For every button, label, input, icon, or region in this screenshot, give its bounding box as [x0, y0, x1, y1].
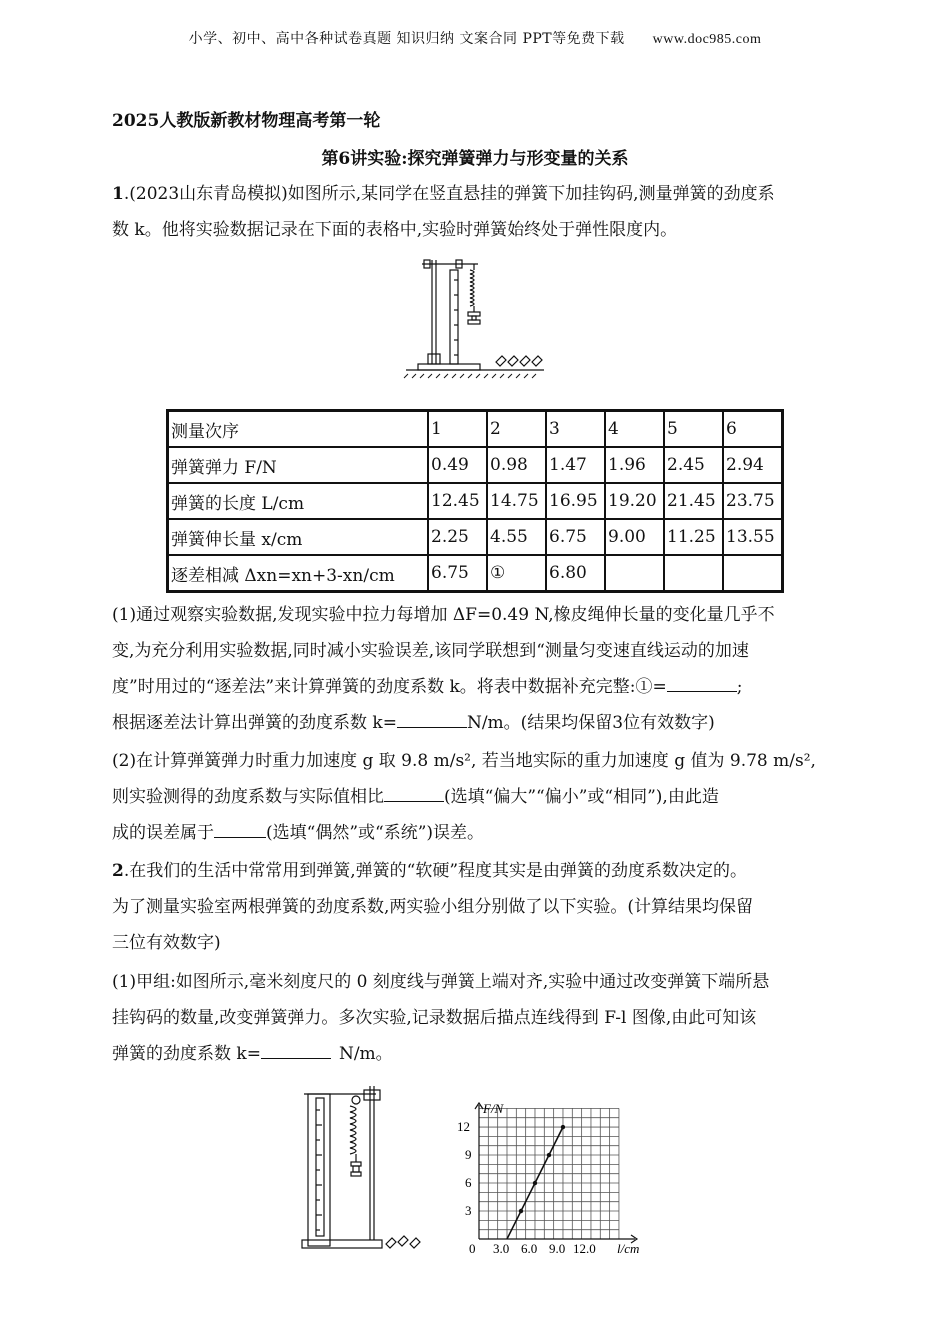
table-row: [168, 447, 783, 483]
table-cell: 0.49: [428, 447, 487, 483]
table-row: [168, 411, 783, 448]
table-cell: 4: [605, 411, 664, 448]
table-cell: 11.25: [664, 519, 723, 555]
table-cell: 弹簧伸长量 x/cm: [168, 519, 429, 555]
graph-point: [561, 1125, 565, 1129]
q2-intro: [112, 853, 840, 961]
table-cell: 2.94: [723, 447, 783, 483]
q1-part1-line3: 度”时用过的“逐差法”来计算弹簧的劲度系数 k。将表中数据补充完整:①=: [112, 677, 667, 697]
q1-part2-line2: 则实验测得的劲度系数与实际值相比: [112, 787, 384, 807]
q1-part2-line2-end: (选填“偏大”“偏小”或“相同”),由此造: [444, 787, 719, 807]
graph-axes: [475, 1103, 637, 1243]
q1-number: 1: [112, 184, 124, 204]
answer-blank-k[interactable]: [397, 709, 467, 728]
table-row: [168, 555, 783, 592]
x-tick-label: 3.0: [493, 1241, 510, 1256]
q1-part2: [112, 743, 840, 851]
q1-intro-line1: .(2023山东青岛模拟)如图所示,某同学在竖直悬挂的弹簧下加挂钩码,测量弹簧的劲度系: [123, 184, 775, 204]
site-banner: [0, 28, 950, 48]
x-axis-label: l/cm: [617, 1241, 640, 1256]
q2-intro-line2: 为了测量实验室两根弹簧的劲度系数,两实验小组分别做了以下实验。(计算结果均保留: [112, 897, 754, 917]
table-cell: 19.20: [605, 483, 664, 519]
table-row: [168, 483, 783, 519]
graph-point: [533, 1181, 537, 1185]
table-cell: 6.80: [546, 555, 605, 592]
table-cell: 6.75: [546, 519, 605, 555]
table-cell: 2.25: [428, 519, 487, 555]
banner-url[interactable]: www.doc985.com: [652, 32, 762, 47]
spring-apparatus-figure-2: [300, 1080, 435, 1255]
table-cell: 5: [664, 411, 723, 448]
q2-number: 2: [112, 861, 124, 881]
x-tick-label: 6.0: [521, 1241, 538, 1256]
table-cell: 逐差相减 Δxn=xn+3-xn/cm: [168, 555, 429, 592]
table-cell: 12.45: [428, 483, 487, 519]
y-tick-label: 9: [465, 1147, 472, 1162]
table-cell: 弹簧弹力 F/N: [168, 447, 429, 483]
q2-part1-line3-end: N/m。: [338, 1044, 393, 1064]
table-cell: 1.47: [546, 447, 605, 483]
series-title: 2025人教版新教材物理高考第一轮: [112, 111, 381, 131]
answer-blank-k2[interactable]: [261, 1040, 331, 1059]
q1-part1-line4-end: N/m。(结果均保留3位有效数字): [466, 713, 715, 733]
table-cell: 2.45: [664, 447, 723, 483]
q2-intro-line1: .在我们的生活中常常用到弹簧,弹簧的“软硬”程度其实是由弹簧的劲度系数决定的。: [123, 861, 748, 881]
table-cell: [664, 555, 723, 592]
x-tick-label: 9.0: [549, 1241, 566, 1256]
data-table: [166, 409, 784, 593]
spring-apparatus-figure-1: [398, 250, 548, 380]
table-cell: 1: [428, 411, 487, 448]
table-row: [168, 519, 783, 555]
table-cell: [605, 555, 664, 592]
answer-blank-compare[interactable]: [384, 783, 444, 802]
y-tick-label: 6: [465, 1175, 472, 1190]
q2-part1-line1: (1)甲组:如图所示,毫米刻度尺的 0 刻度线与弹簧上端对齐,实验中通过改变弹簧下端所悬: [112, 972, 770, 992]
q1-part2-line3: 成的误差属于: [112, 823, 214, 843]
table-cell: [723, 555, 783, 592]
table-cell: 16.95: [546, 483, 605, 519]
q1-part1: [112, 597, 840, 741]
q2-part1-line3: 弹簧的劲度系数 k=: [112, 1044, 261, 1064]
table-cell: 9.00: [605, 519, 664, 555]
table-cell: 弹簧的长度 L/cm: [168, 483, 429, 519]
table-cell: ①: [487, 555, 546, 592]
q1-part2-line3-end: (选填“偶然”或“系统”)误差。: [266, 823, 485, 843]
table-cell: 2: [487, 411, 546, 448]
banner-text: 小学、初中、高中各种试卷真题 知识归纳 文案合同 PPT等免费下载: [188, 31, 625, 47]
q1-intro-line2: 数 k。他将实验数据记录在下面的表格中,实验时弹簧始终处于弹性限度内。: [112, 220, 678, 240]
graph-grid: [479, 1108, 619, 1239]
table-cell: 测量次序: [168, 411, 429, 448]
table-cell: 21.45: [664, 483, 723, 519]
q1-part1-line2: 变,为充分利用实验数据,同时减小实验误差,该同学联想到“测量匀变速直线运动的加速: [112, 641, 749, 661]
q1-part1-line3-end: ;: [736, 677, 743, 697]
table-cell: 6.75: [428, 555, 487, 592]
lesson-title: 第6讲实验:探究弹簧弹力与形变量的关系: [321, 149, 629, 169]
table-cell: 14.75: [487, 483, 546, 519]
q2-part1-line2: 挂钩码的数量,改变弹簧弹力。多次实验,记录数据后描点连线得到 F-l 图像,由此可知该: [112, 1008, 757, 1028]
table-cell: 1.96: [605, 447, 664, 483]
table-cell: 3: [546, 411, 605, 448]
q1-part2-line1: (2)在计算弹簧弹力时重力加速度 g 取 9.8 m/s², 若当地实际的重力加速度 g 值为 9.78 m/s²,: [112, 751, 816, 771]
q1-part1-line1: (1)通过观察实验数据,发现实验中拉力每增加 ΔF=0.49 N,橡皮绳伸长量的变化量几乎不: [112, 605, 775, 625]
q2-intro-line3: 三位有效数字): [112, 933, 221, 953]
q1-part1-line4: 根据逐差法计算出弹簧的劲度系数 k=: [112, 713, 397, 733]
graph-point: [519, 1209, 523, 1213]
table-cell: 23.75: [723, 483, 783, 519]
table-cell: 4.55: [487, 519, 546, 555]
answer-blank-error-type[interactable]: [214, 819, 266, 838]
y-axis-label: F/N: [483, 1101, 504, 1116]
table-cell: 6: [723, 411, 783, 448]
answer-blank-1[interactable]: [667, 673, 737, 692]
table-cell: 13.55: [723, 519, 783, 555]
table-cell: 0.98: [487, 447, 546, 483]
y-tick-label: 12: [457, 1119, 470, 1134]
q1-intro: [112, 176, 840, 248]
x-tick-label: 12.0: [573, 1241, 596, 1256]
f-l-graph: [455, 1095, 650, 1260]
y-tick-label: 3: [465, 1203, 472, 1218]
origin-label: 0: [469, 1241, 476, 1256]
graph-point: [547, 1153, 551, 1157]
q2-part1: [112, 964, 840, 1072]
